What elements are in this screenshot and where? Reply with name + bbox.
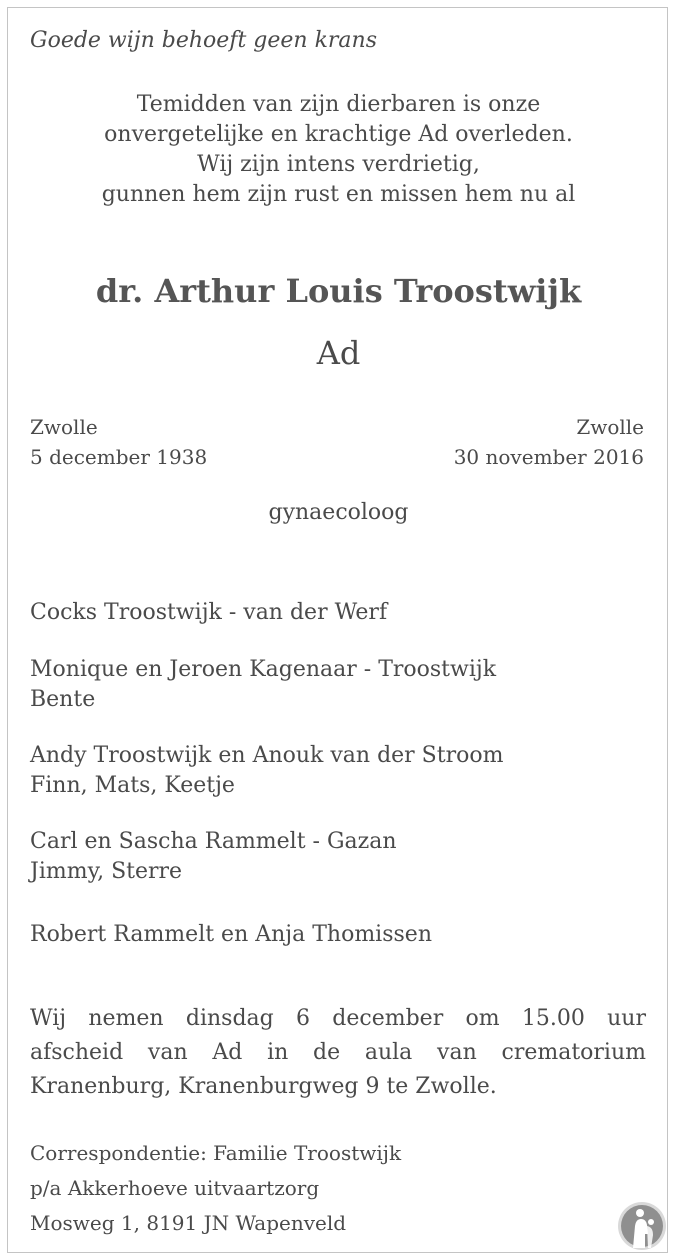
- deceased-name: dr. Arthur Louis Troostwijk: [95, 272, 582, 310]
- family-name: Monique en Jeroen Kagenaar - Troostwijk: [30, 657, 497, 682]
- intro-line: Temidden van zijn dierbaren is onze: [136, 92, 541, 117]
- correspondence-address: [30, 1136, 401, 1241]
- birth-date: 5 december 1938: [30, 445, 208, 469]
- profession: gynaecoloog: [268, 500, 409, 525]
- family-children: Jimmy, Sterre: [30, 859, 183, 884]
- birth-place: Zwolle: [30, 415, 98, 439]
- memorial-figure-icon: [617, 1200, 667, 1252]
- correspondence-line: p/a Akkerhoeve uitvaartzorg: [30, 1176, 320, 1200]
- intro-text: [0, 90, 677, 210]
- family-name: Andy Troostwijk en Anouk van der Stroom: [30, 743, 504, 768]
- death-place: Zwolle: [576, 415, 644, 439]
- family-name: Robert Rammelt en Anja Thomissen: [30, 922, 432, 947]
- correspondence-line: Mosweg 1, 8191 JN Wapenveld: [30, 1211, 347, 1235]
- family-entry: [30, 655, 496, 715]
- intro-line: gunnen hem zijn rust en missen hem nu al: [101, 182, 576, 207]
- motto: Goede wijn behoeft geen krans: [30, 28, 378, 53]
- birth-info: [30, 412, 207, 472]
- farewell-notice: [30, 1002, 646, 1104]
- farewell-line: Wij nemen dinsdag 6 december om 15.00 uur: [30, 1006, 646, 1031]
- farewell-line: afscheid van Ad in de aula van crematorium: [30, 1040, 646, 1065]
- death-info: [454, 412, 644, 472]
- family-name: Carl en Sascha Rammelt - Gazan: [30, 829, 397, 854]
- death-date: 30 november 2016: [453, 445, 644, 469]
- family-entry: [30, 827, 397, 887]
- family-children: Finn, Mats, Keetje: [30, 773, 235, 798]
- family-name: Cocks Troostwijk - van der Werf: [30, 600, 388, 625]
- correspondence-line: Correspondentie: Familie Troostwijk: [30, 1141, 402, 1165]
- family-children: Bente: [30, 687, 96, 712]
- farewell-line: Kranenburg, Kranenburgweg 9 te Zwolle.: [30, 1074, 497, 1099]
- family-entry: [30, 920, 432, 950]
- intro-line: Wij zijn intens verdrietig,: [197, 152, 480, 177]
- family-entry: [30, 741, 503, 801]
- family-entry: [30, 598, 387, 628]
- intro-line: onvergetelijke en krachtige Ad overleden.: [104, 122, 573, 147]
- deceased-nickname: Ad: [316, 334, 361, 372]
